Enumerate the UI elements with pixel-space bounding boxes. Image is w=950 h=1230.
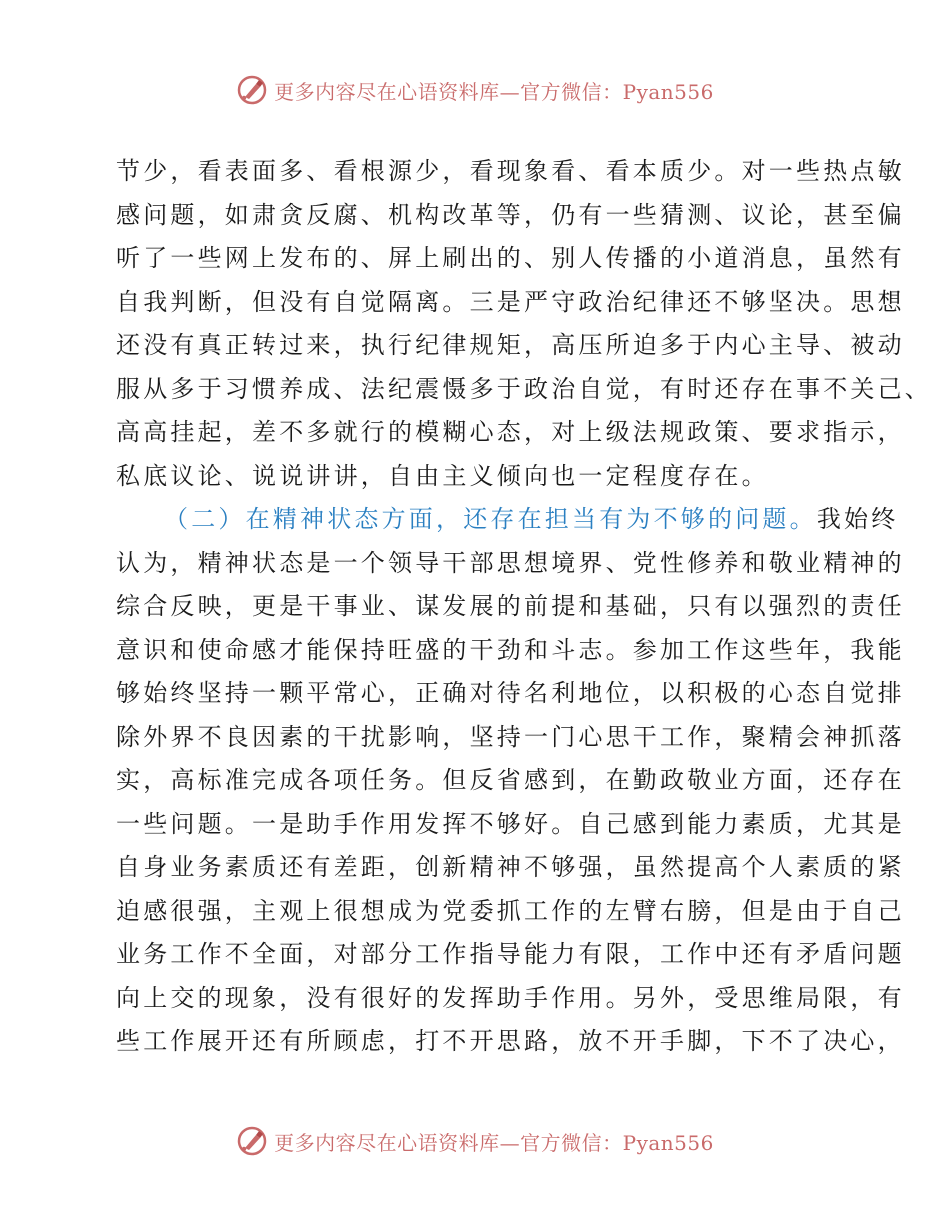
text-line: 一些问题。一是助手作用发挥不够好。自己感到能力素质，尤其是 xyxy=(116,809,905,838)
text-line: 业务工作不全面，对部分工作指导能力有限，工作中还有矛盾问题 xyxy=(116,940,905,968)
watermark-text: 更多内容尽在心语资料库—官方微信：Pyan556 xyxy=(274,1130,714,1155)
text-line: 自我判断，但没有自觉隔离。三是严守政治纪律还不够坚决。思想 xyxy=(116,287,905,316)
text-line: 向上交的现象，没有很好的发挥助手作用。另外，受思维局限，有 xyxy=(116,983,905,1012)
text-line: 意识和使命感才能保持旺盛的干劲和斗志。参加工作这些年，我能 xyxy=(116,635,905,664)
text-line: 服从多于习惯养成、法纪震慑多于政治自觉，有时还存在事不关己、 xyxy=(116,374,932,403)
text-line: 感问题，如肃贪反腐、机构改革等，仍有一些猜测、议论，甚至偏 xyxy=(116,200,905,229)
text-line: 些工作展开还有所顾虑，打不开思路，放不开手脚，下不了决心， xyxy=(116,1027,905,1055)
text-line: 综合反映，更是干事业、谋发展的前提和基础，只有以强烈的责任 xyxy=(116,592,905,620)
pen-nib-seal-icon xyxy=(236,1125,268,1157)
watermark-header xyxy=(0,70,950,110)
pen-nib-seal-icon xyxy=(236,74,268,106)
document-body xyxy=(116,150,932,1064)
section-heading-line xyxy=(116,498,899,542)
text-line: 高高挂起，差不多就行的模糊心态，对上级法规政策、要求指示， xyxy=(116,418,905,446)
text-line: 够始终坚持一颗平常心，正确对待名利地位，以积极的心态自觉排 xyxy=(116,679,905,707)
text-line: 节少，看表面多、看根源少，看现象看、看本质少。对一些热点敏 xyxy=(116,157,905,185)
section-heading-rest: 我始终 xyxy=(816,505,899,533)
text-line: 迫感很强，主观上很想成为党委抓工作的左臂右膀，但是由于自己 xyxy=(116,896,905,925)
text-line: 认为，精神状态是一个领导干部思想境界、党性修养和敬业精神的 xyxy=(116,548,905,577)
watermark-text: 更多内容尽在心语资料库—官方微信：Pyan556 xyxy=(274,79,714,104)
section-heading: （二）在精神状态方面，还存在担当有为不够的问题。 xyxy=(164,505,817,533)
text-line: 还没有真正转过来，执行纪律规矩，高压所迫多于内心主导、被动 xyxy=(116,331,905,359)
watermark-footer xyxy=(0,1121,950,1161)
text-line: 自身业务素质还有差距，创新精神不够强，虽然提高个人素质的紧 xyxy=(116,853,905,881)
text-line: 私底议论、说说讲讲，自由主义倾向也一定程度存在。 xyxy=(116,461,769,490)
text-line: 听了一些网上发布的、屏上刷出的、别人传播的小道消息，虽然有 xyxy=(116,244,905,272)
text-line: 除外界不良因素的干扰影响，坚持一门心思干工作，聚精会神抓落 xyxy=(116,722,905,751)
text-line: 实，高标准完成各项任务。但反省感到，在勤政敬业方面，还存在 xyxy=(116,766,905,794)
